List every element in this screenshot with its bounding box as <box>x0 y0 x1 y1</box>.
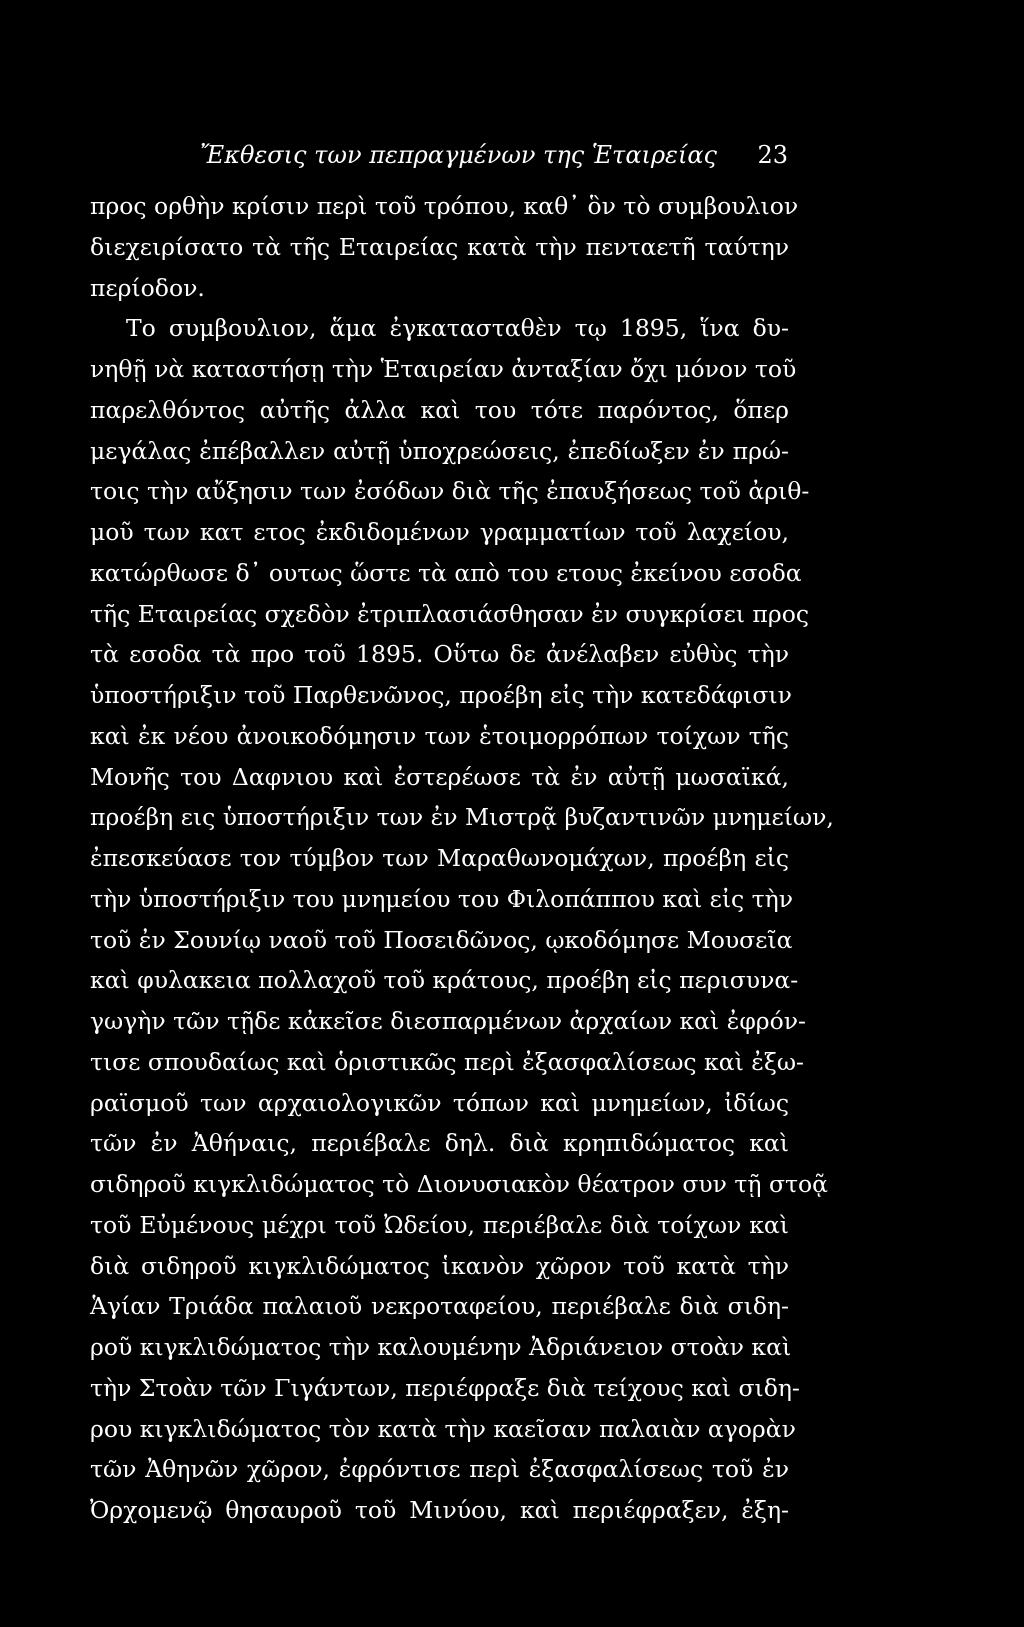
body-text <box>90 186 834 1531</box>
text-line: παρελθόντος αὐτῆς ἀλλα καὶ του τότε παρόντος, ὅπερ <box>90 395 789 424</box>
text-line: καὶ ἐκ νέου ἀνοικοδόμησιν των ἑτοιμορρόπων τοίχων τῆς <box>90 721 789 750</box>
text-line: ροῦ κιγκλιδώματος τὴν καλουμένην Ἀδριάνειον στοὰν καὶ <box>90 1333 792 1361</box>
text-line: μοῦ των κατ ετος ἐκδιδομένων γραμματίων τοῦ λαχείου, <box>90 518 789 546</box>
text-line: Ὀρχομενῷ θησαυροῦ τοῦ Μινύου, καὶ περιέφραξεν, ἐξη- <box>90 1496 789 1524</box>
text-line: καὶ φυλακεια πολλαχοῦ τοῦ κράτους, προέβη εἰς περισυνα- <box>90 966 799 995</box>
text-line: ρου κιγκλιδώματος τὸν κατὰ τὴν καεῖσαν παλαιὰν αγορὰν <box>90 1414 796 1443</box>
text-line: τὰ εσοδα τὰ προ τοῦ 1895. Οὕτω δε ἀνέλαβεν εὐθὺς τὴν <box>90 640 789 669</box>
text-line: τὴν Στοὰν τῶν Γιγάντων, περιέφραξε διὰ τείχους καὶ σιδη- <box>90 1373 800 1402</box>
text-line: τῶν Ἀθηνῶν χῶρον, ἐφρόντισε περὶ ἐξασφαλίσεως τοῦ ἐν <box>90 1455 789 1484</box>
text-line: Μονῆς του Δαφνιου καὶ ἐστερέωσε τὰ ἐν αὐτῇ μωσαϊκά, <box>90 762 789 791</box>
text-line: Ἁγίαν Τριάδα παλαιοῦ νεκροταφείου, περιέβαλε διὰ σιδη- <box>90 1292 789 1321</box>
text-line: γωγὴν τῶν τῇδε κἀκεῖσε διεσπαρμένων ἀρχαίων καὶ ἐφρόν- <box>90 1007 806 1035</box>
text-line: Το συμβουλιον, ἅμα ἐγκατασταθὲν τῳ 1895, ἵνα δυ- <box>126 314 789 343</box>
text-line: σιδηροῦ κιγκλιδώματος τὸ Διονυσιακὸν θέατρον συν τῇ στοᾷ <box>90 1170 829 1198</box>
text-line: τῶν ἐν Ἀθήναις, περιέβαλε δηλ. διὰ κρηπιδώματος καὶ <box>90 1129 789 1158</box>
text-line: νηθῇ νὰ καταστήσῃ τὴν Ἑταιρείαν ἀνταξίαν ὄχι μόνον τοῦ <box>90 355 797 383</box>
text-line: περίοδον. <box>90 273 205 302</box>
text-line: τὴν ὑποστήριξιν του μνημείου του Φιλοπάππου καὶ εἰς τὴν <box>90 884 794 913</box>
text-line: τοῦ ἐν Σουνίῳ ναοῦ τοῦ Ποσειδῶνος, ῳκοδόμησε Μουσεῖα <box>90 925 793 954</box>
text-line: προέβη εις ὑποστήριξιν των ἐν Μιστρᾷ βυζαντινῶν μνημείων, <box>90 803 834 832</box>
text-line: τισε σπουδαίως καὶ ὁριστικῶς περὶ ἐξασφαλίσεως καὶ ἐξω- <box>90 1047 804 1076</box>
text-line: κατώρθωσε δ᾽ ουτως ὥστε τὰ απὸ του ετους ἐκείνου εσοδα <box>90 558 802 587</box>
text-line: ραϊσμοῦ των αρχαιολογικῶν τόπων καὶ μνημείων, ἰδίως <box>90 1088 789 1117</box>
text-line: τῆς Εταιρείας σχεδὸν ἐτριπλασιάσθησαν ἐν συγκρίσει προς <box>90 599 809 628</box>
text-line: ὑποστήριξιν τοῦ Παρθενῶνος, προέβη εἰς τὴν κατεδάφισιν <box>90 681 792 709</box>
text-line: τοῦ Εὐμένους μέχρι τοῦ Ὠδείου, περιέβαλε διὰ τοίχων καὶ <box>90 1210 789 1239</box>
text-line: διὰ σιδηροῦ κιγκλιδώματος ἱκανὸν χῶρον τοῦ κατὰ τὴν <box>90 1251 789 1280</box>
running-title: Ἔκθεσις των πεπραγμένων της Ἑταιρείας <box>200 141 717 169</box>
page-number: 23 <box>757 141 788 169</box>
text-line: τοις τὴν αὔξησιν των ἐσόδων διὰ τῆς ἐπαυξήσεως τοῦ ἀριθ- <box>90 477 810 506</box>
text-line: προς ορθὴν κρίσιν περὶ τοῦ τρόπου, καθ᾽ ὃν τὸ συμβουλιον <box>90 192 799 220</box>
running-header <box>200 135 788 175</box>
text-line: ἐπεσκεύασε τον τύμβον των Μαραθωνομάχων, προέβη εἰς <box>90 844 789 872</box>
text-line: διεχειρίσατο τὰ τῆς Εταιρείας κατὰ τὴν πενταετῆ ταύτην <box>90 232 789 261</box>
text-line: μεγάλας ἐπέβαλλεν αὐτῇ ὑποχρεώσεις, ἐπεδίωξεν ἐν πρώ- <box>90 436 789 465</box>
